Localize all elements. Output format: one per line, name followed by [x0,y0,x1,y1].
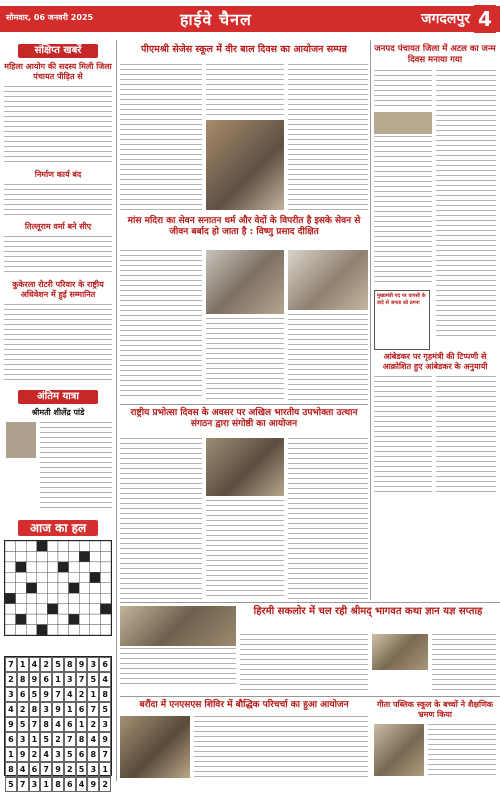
crossword-cell [100,551,111,561]
sudoku-cell: 6 [40,672,52,687]
crossword-cell [16,562,27,572]
crossword-cell [26,625,37,635]
crossword-svg [5,541,111,635]
crossword-cell [5,562,16,572]
sudoku-cell: 5 [5,777,17,792]
headline-main: हिरमी सकलोर में चल रही श्रीमद् भागवत कथा ज्ञान यज्ञ सप्ताह [253,606,483,617]
sudoku-grid [4,656,112,789]
sudoku-cell: 1 [64,702,76,717]
brief-body [4,236,112,276]
crossword-cell [47,625,58,635]
article-photo [374,724,424,776]
sudoku-cell: 5 [64,747,76,762]
sudoku-cell: 8 [87,747,99,762]
headline-main: पीएमश्री सेजेस स्कूल में वीर बाल दिवस का आयोजन सम्पन्न [141,44,347,55]
sudoku-cell: 6 [29,762,41,777]
crossword-cell [26,572,37,582]
crossword-cell [69,572,80,582]
sudoku-cell: 8 [40,717,52,732]
sudoku-cell: 5 [87,672,99,687]
crossword-cell [37,551,48,561]
sudoku-cell: 4 [64,687,76,702]
crossword-cell [100,604,111,614]
right-box [374,290,430,350]
brief-headline: निर्माण कार्य बंद [34,170,82,179]
crossword-cell [100,572,111,582]
article-body [288,438,368,600]
crossword-cell [90,625,101,635]
article-photo [206,120,284,210]
crossword-cell [5,551,16,561]
article-photo [374,112,432,134]
sudoku-cell: 9 [5,717,17,732]
sudoku-cell: 8 [99,687,111,702]
crossword-cell [90,604,101,614]
crossword-cell [79,583,90,593]
row-rule [120,404,368,405]
crossword-cell [5,593,16,603]
crossword-cell [5,541,16,551]
article-body [288,314,368,400]
article-photo [372,634,428,670]
crossword-cell [100,541,111,551]
crossword-cell [69,562,80,572]
sudoku-cell: 8 [64,657,76,672]
sudoku-cell: 9 [40,687,52,702]
crossword-cell [47,583,58,593]
sudoku-cell: 7 [40,762,52,777]
crossword-cell [100,614,111,624]
crossword-cell [26,614,37,624]
sudoku-cell: 9 [99,732,111,747]
article-photo [120,716,190,778]
crossword-cell [37,614,48,624]
crossword-cell [16,551,27,561]
sudoku-cell: 8 [17,672,29,687]
sudoku-cell: 6 [5,732,17,747]
sudoku-cell: 4 [76,777,88,792]
crossword-cell [26,541,37,551]
column-rule [370,40,371,600]
sudoku-cell: 9 [87,777,99,792]
sudoku-cell: 7 [76,672,88,687]
crossword-cell [47,604,58,614]
sudoku-cell: 3 [52,747,64,762]
sudoku-cell: 2 [17,702,29,717]
sudoku-cell: 6 [17,687,29,702]
sudoku-cell: 4 [87,732,99,747]
crossword-cell [79,562,90,572]
article-body [240,634,368,694]
headline-main: मांस मदिरा का सेवन सनातन धर्म और वेदों के विपरीत है इसके सेवन से जीवन बर्बाद हो जाता है : विष्णु प्रसाद दीक्षित [127,216,361,237]
sudoku-cell: 6 [64,777,76,792]
sudoku-cell: 3 [29,777,41,792]
article-photo [206,438,284,496]
sudoku-cell: 1 [99,762,111,777]
sudoku-cell: 6 [64,717,76,732]
crossword-cell [58,604,69,614]
sudoku-cell: 4 [99,672,111,687]
sudoku-cell: 2 [40,657,52,672]
headline-main: राष्ट्रीय प्रभोत्सा दिवस के अवसर पर अखिल भारतीय उपभोक्ता उत्थान संगठन द्वारा संगोष्ठी का आयोजन [130,408,358,429]
column-rule [116,40,117,781]
sudoku-cell: 4 [5,702,17,717]
sudoku-cell: 7 [99,747,111,762]
crossword-cell [16,572,27,582]
sudoku-cell: 4 [40,747,52,762]
crossword-cell [69,541,80,551]
crossword-cell [69,593,80,603]
crossword-cell [100,583,111,593]
brief-body [4,86,112,166]
crossword-cell [5,604,16,614]
crossword-cell [26,604,37,614]
article-body [428,724,496,776]
crossword-cell [5,572,16,582]
sudoku-cell: 7 [5,657,17,672]
headline-right: गीता पब्लिक स्कूल के बच्चों ने शैक्षणिक भ्रमण किया [376,700,494,719]
crossword-cell [47,551,58,561]
crossword-cell [100,593,111,603]
crossword-cell [90,541,101,551]
sudoku-cell: 9 [52,762,64,777]
header-city: जगदलपुर [421,11,470,27]
sudoku-cell: 4 [52,717,64,732]
brief-headline: कुकेरला रोटरी परिवार के राष्ट्रीय अधिवेशन में हुई सम्मानित [12,280,104,299]
crossword-cell [47,572,58,582]
brief-headline: तिल्लूराम वर्मा बने सीए [24,222,92,231]
crossword-cell [69,551,80,561]
sudoku-cell: 5 [52,657,64,672]
crossword-cell [5,625,16,635]
sudoku-cell: 2 [76,687,88,702]
sudoku-cell: 5 [29,687,41,702]
crossword-cell [26,593,37,603]
article-body [206,64,284,118]
crossword-cell [90,583,101,593]
row-rule [120,602,500,603]
crossword-cell [47,562,58,572]
section-tag-puzzle: आज का हल [18,520,98,536]
sudoku-cell: 9 [76,657,88,672]
crossword-cell [69,614,80,624]
crossword-cell [16,614,27,624]
sudoku-cell: 2 [64,762,76,777]
sudoku-cell: 2 [87,717,99,732]
headline-main: बरौंदा में एनएसएस शिविर में बौद्धिक परिचर्चा का हुआ आयोजन [139,700,349,710]
crossword-cell [58,562,69,572]
sudoku-cell: 7 [87,702,99,717]
sudoku-cell: 1 [17,657,29,672]
sudoku-cell: 2 [5,672,17,687]
crossword-cell [58,593,69,603]
brief-headline: महिला आयोग की सदस्य मिली जिला पंचायत पीड़ित से [4,62,112,81]
sudoku-cell: 9 [29,672,41,687]
crossword-cell [79,625,90,635]
headline-right: आंबेडकर पर गृहमंत्री की टिप्पणी से आक्रोशित हुए आंबेडकर के अनुयायी [382,352,488,371]
obituary-name: श्रीमती शीलेंद्र पांडे [31,408,85,417]
sudoku-cell: 8 [5,762,17,777]
sudoku-cell: 7 [17,777,29,792]
crossword-grid [4,540,112,636]
article-body [194,716,368,778]
crossword-cell [37,541,48,551]
crossword-cell [79,551,90,561]
sudoku-cell: 3 [5,687,17,702]
sudoku-cell: 4 [17,762,29,777]
crossword-cell [90,551,101,561]
article-body [206,318,284,400]
crossword-cell [90,614,101,624]
article-body [436,376,496,496]
crossword-cell [58,583,69,593]
sudoku-cell: 7 [52,687,64,702]
crossword-cell [26,562,37,572]
crossword-cell [58,551,69,561]
crossword-cell [26,551,37,561]
article-body [374,376,432,496]
sudoku-cell: 3 [17,732,29,747]
crossword-cell [37,593,48,603]
crossword-cell [79,614,90,624]
crossword-cell [16,583,27,593]
right-box-head: मुख्यमंत्री पद पर वापसी के वादे से जनता को ठगना [377,293,426,306]
sudoku-cell: 7 [64,732,76,747]
sudoku-cell: 6 [99,657,111,672]
crossword-cell [79,604,90,614]
sudoku-cell: 5 [17,717,29,732]
sudoku-cell: 3 [40,702,52,717]
article-body [206,500,284,600]
row-rule [120,696,500,697]
crossword-cell [37,604,48,614]
header-date: सोमवार, 06 जनवरी 2025 [6,13,94,22]
crossword-cell [69,583,80,593]
sudoku-cell: 4 [29,657,41,672]
crossword-cell [58,572,69,582]
crossword-cell [58,541,69,551]
crossword-cell [16,541,27,551]
sudoku-cell: 1 [29,732,41,747]
sudoku-cell: 9 [52,702,64,717]
page-header [0,0,500,40]
article-body [374,70,432,110]
article-body [288,64,368,212]
section-tag-briefs: संक्षिप्त खबरें [18,44,98,58]
crossword-cell [58,614,69,624]
crossword-cell [47,614,58,624]
sudoku-cell: 8 [76,732,88,747]
brief-body [4,184,112,218]
crossword-cell [100,562,111,572]
sudoku-cell: 3 [64,672,76,687]
header-title: हाईवे चैनल [180,10,252,29]
article-body [120,438,202,600]
obituary-body [40,422,112,512]
article-body [432,634,496,694]
article-body [120,64,202,212]
crossword-cell [79,541,90,551]
crossword-cell [37,625,48,635]
brief-body [4,304,112,384]
sudoku-cell: 8 [29,702,41,717]
sudoku-cell: 3 [99,717,111,732]
sudoku-cell: 2 [99,777,111,792]
section-tag-obituary: अंतिम यात्रा [18,390,98,404]
sudoku-cell: 3 [87,657,99,672]
crossword-cell [90,593,101,603]
article-body [120,648,236,684]
crossword-cell [100,625,111,635]
sudoku-cell: 3 [87,762,99,777]
crossword-cell [90,572,101,582]
page-number: 4 [474,5,496,33]
obituary-photo [6,422,36,458]
article-body [374,136,432,286]
crossword-cell [47,541,58,551]
sudoku-cell: 1 [76,717,88,732]
sudoku-cell: 5 [40,732,52,747]
sudoku-cell: 2 [52,732,64,747]
headline-right: जनपद पंचायत जिला में अटल का जन्म दिवस मनाया गया [374,44,496,65]
article-photo [206,250,284,314]
crossword-cell [37,572,48,582]
article-photo [120,606,236,646]
sudoku-cell: 6 [76,747,88,762]
sudoku-cell: 7 [29,717,41,732]
sudoku-cell: 9 [17,747,29,762]
crossword-cell [26,583,37,593]
article-body [436,290,496,340]
crossword-cell [16,604,27,614]
sudoku-cell: 1 [52,672,64,687]
article-body [120,250,202,400]
sudoku-cell: 5 [76,762,88,777]
crossword-cell [37,562,48,572]
sudoku-cell: 2 [29,747,41,762]
sudoku-cell: 5 [99,702,111,717]
sudoku-cell: 1 [87,687,99,702]
sudoku-cell: 1 [40,777,52,792]
sudoku-cell: 8 [52,777,64,792]
sudoku-cell: 1 [5,747,17,762]
article-body [436,70,496,286]
crossword-cell [79,572,90,582]
crossword-cell [47,593,58,603]
crossword-cell [58,625,69,635]
crossword-cell [5,614,16,624]
crossword-cell [79,593,90,603]
crossword-cell [16,625,27,635]
crossword-cell [5,583,16,593]
crossword-cell [90,562,101,572]
crossword-cell [16,593,27,603]
sudoku-cell: 6 [76,702,88,717]
crossword-cell [69,604,80,614]
crossword-cell [37,583,48,593]
crossword-cell [69,625,80,635]
article-photo [288,250,368,310]
